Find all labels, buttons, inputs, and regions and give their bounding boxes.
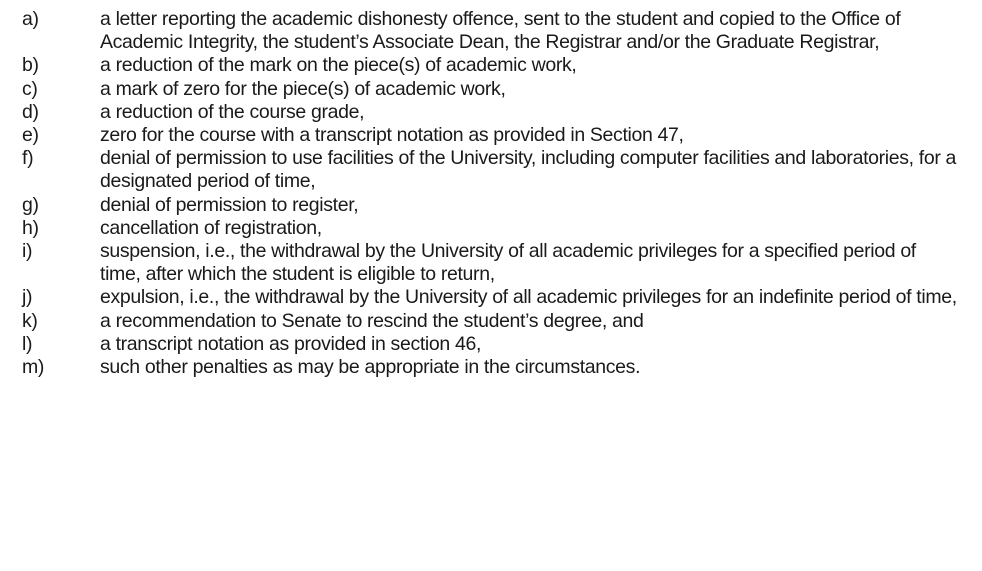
penalty-item-h <box>0 217 982 240</box>
list-marker: j) <box>22 286 33 309</box>
list-marker: k) <box>22 309 38 332</box>
list-marker: a) <box>22 8 39 30</box>
penalty-item-c <box>0 78 982 101</box>
list-marker: c) <box>22 77 38 100</box>
penalty-item-k <box>0 310 982 333</box>
list-marker: h) <box>22 216 39 239</box>
penalty-item-e <box>0 124 982 147</box>
list-marker: d) <box>22 100 39 123</box>
penalty-text: cancellation of registration, <box>100 216 322 239</box>
list-marker: f) <box>22 147 34 170</box>
penalty-item-m <box>0 356 982 379</box>
list-marker: b) <box>22 54 39 77</box>
penalty-item-d <box>0 101 982 124</box>
penalty-text: denial of permission to use facilities of the University, including computer facilities and laboratories, for a designated period of time, <box>100 147 957 193</box>
penalty-text: denial of permission to register, <box>100 193 359 216</box>
penalty-text: a reduction of the mark on the piece(s) of academic work, <box>100 54 577 77</box>
penalty-text: a recommendation to Senate to rescind the student’s degree, and <box>100 309 644 332</box>
penalty-item-b <box>0 54 982 77</box>
penalty-item-a <box>0 8 982 54</box>
penalty-text: zero for the course with a transcript notation as provided in Section 47, <box>100 124 684 147</box>
penalty-item-j <box>0 286 982 309</box>
penalty-text: a reduction of the course grade, <box>100 100 365 123</box>
penalty-text: expulsion, i.e., the withdrawal by the University of all academic privileges for an indefinite period of time, <box>100 286 957 309</box>
penalty-item-i <box>0 240 982 286</box>
penalty-item-l <box>0 333 982 356</box>
list-marker: g) <box>22 193 39 216</box>
penalty-text: a mark of zero for the piece(s) of academic work, <box>100 77 506 100</box>
list-marker: l) <box>22 332 33 355</box>
penalty-item-g <box>0 194 982 217</box>
penalty-text: a letter reporting the academic dishonesty offence, sent to the student and copied to the Office of Academic Integrity, the student’s Associate Dean, the Registrar and/or the Graduate Registrar, <box>100 8 901 54</box>
list-marker: e) <box>22 124 39 147</box>
penalty-text: suspension, i.e., the withdrawal by the University of all academic privileges for a specified period of time, after which the student is eligible to return, <box>100 240 916 286</box>
list-marker: i) <box>22 240 33 263</box>
penalty-list <box>0 8 982 379</box>
penalty-text: a transcript notation as provided in section 46, <box>100 332 482 355</box>
penalty-text: such other penalties as may be appropriate in the circumstances. <box>100 356 641 379</box>
penalty-item-f <box>0 147 982 193</box>
list-marker: m) <box>22 356 45 379</box>
